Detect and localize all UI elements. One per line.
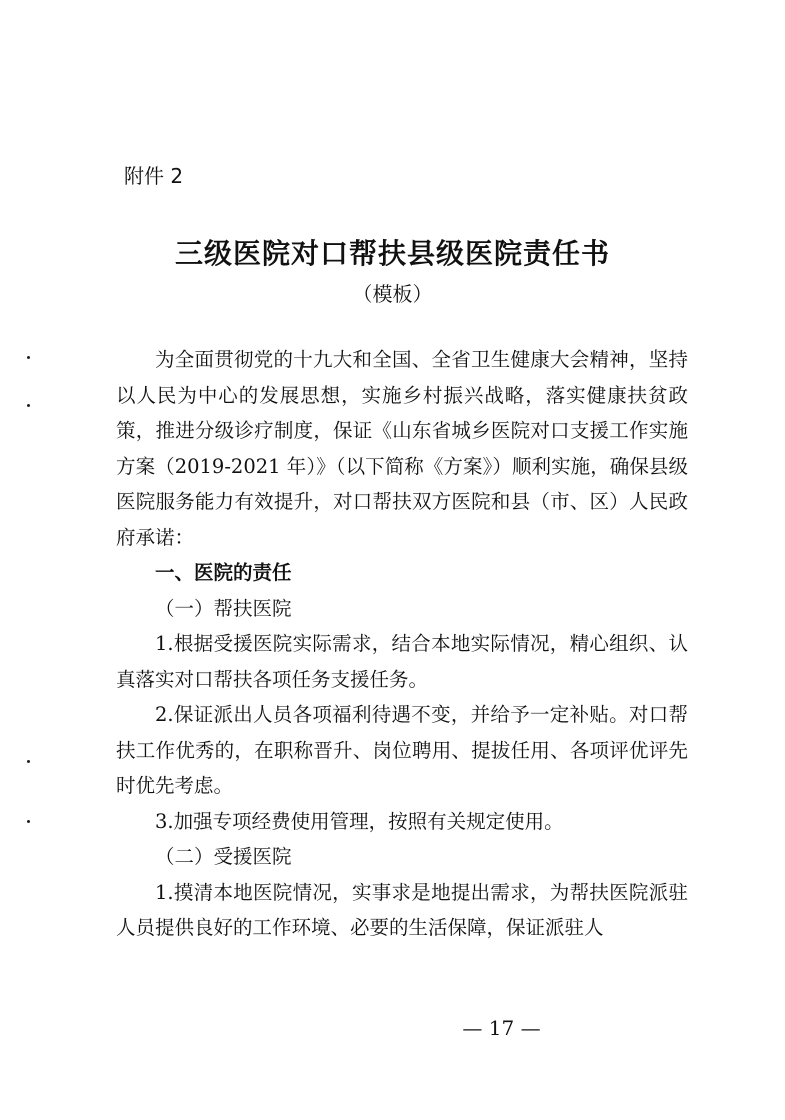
page-number: — 17 — bbox=[462, 1016, 541, 1040]
subsection-heading: （二）受援医院 bbox=[155, 845, 292, 868]
list-item: 1.摸清本地医院情况，实事求是地提出需求，为帮扶医院派驻人员提供良好的工作环境、必要的生活保障，保证派驻人 bbox=[116, 880, 688, 939]
document-body bbox=[116, 342, 688, 946]
section-heading: 一、医院的责任 bbox=[155, 561, 292, 584]
scan-mark bbox=[27, 404, 30, 407]
document-title: 三级医院对口帮扶县级医院责任书 bbox=[174, 237, 610, 270]
attachment-label: 附件 2 bbox=[124, 164, 184, 188]
list-item: 1.根据受援医院实际需求，结合本地实际情况，精心组织、认真落实对口帮扶各项任务支援任务。 bbox=[116, 632, 688, 691]
scan-mark bbox=[27, 820, 30, 823]
scan-mark bbox=[27, 356, 30, 359]
list-item: 3.加强专项经费使用管理，按照有关规定使用。 bbox=[155, 809, 564, 833]
intro-paragraph: 为全面贯彻党的十九大和全国、全省卫生健康大会精神，坚持以人民为中心的发展思想，实施乡村振兴战略，落实健康扶贫政策，推进分级诊疗制度，保证《山东省城乡医院对口支援工作实施方案（2019-2021 年）》（以下简称《方案》）顺利实施，确保县级医院服务能力有效提升，对口帮扶双方医院和县（市、区）人民政府承诺： bbox=[116, 348, 688, 549]
list-item: 2.保证派出人员各项福利待遇不变，并给予一定补贴。对口帮扶工作优秀的，在职称晋升、岗位聘用、提拔任用、各项评优评先时优先考虑。 bbox=[116, 703, 688, 797]
subsection-heading: （一）帮扶医院 bbox=[155, 596, 292, 620]
document-subtitle: （模板） bbox=[352, 282, 433, 306]
scan-mark bbox=[27, 760, 30, 763]
